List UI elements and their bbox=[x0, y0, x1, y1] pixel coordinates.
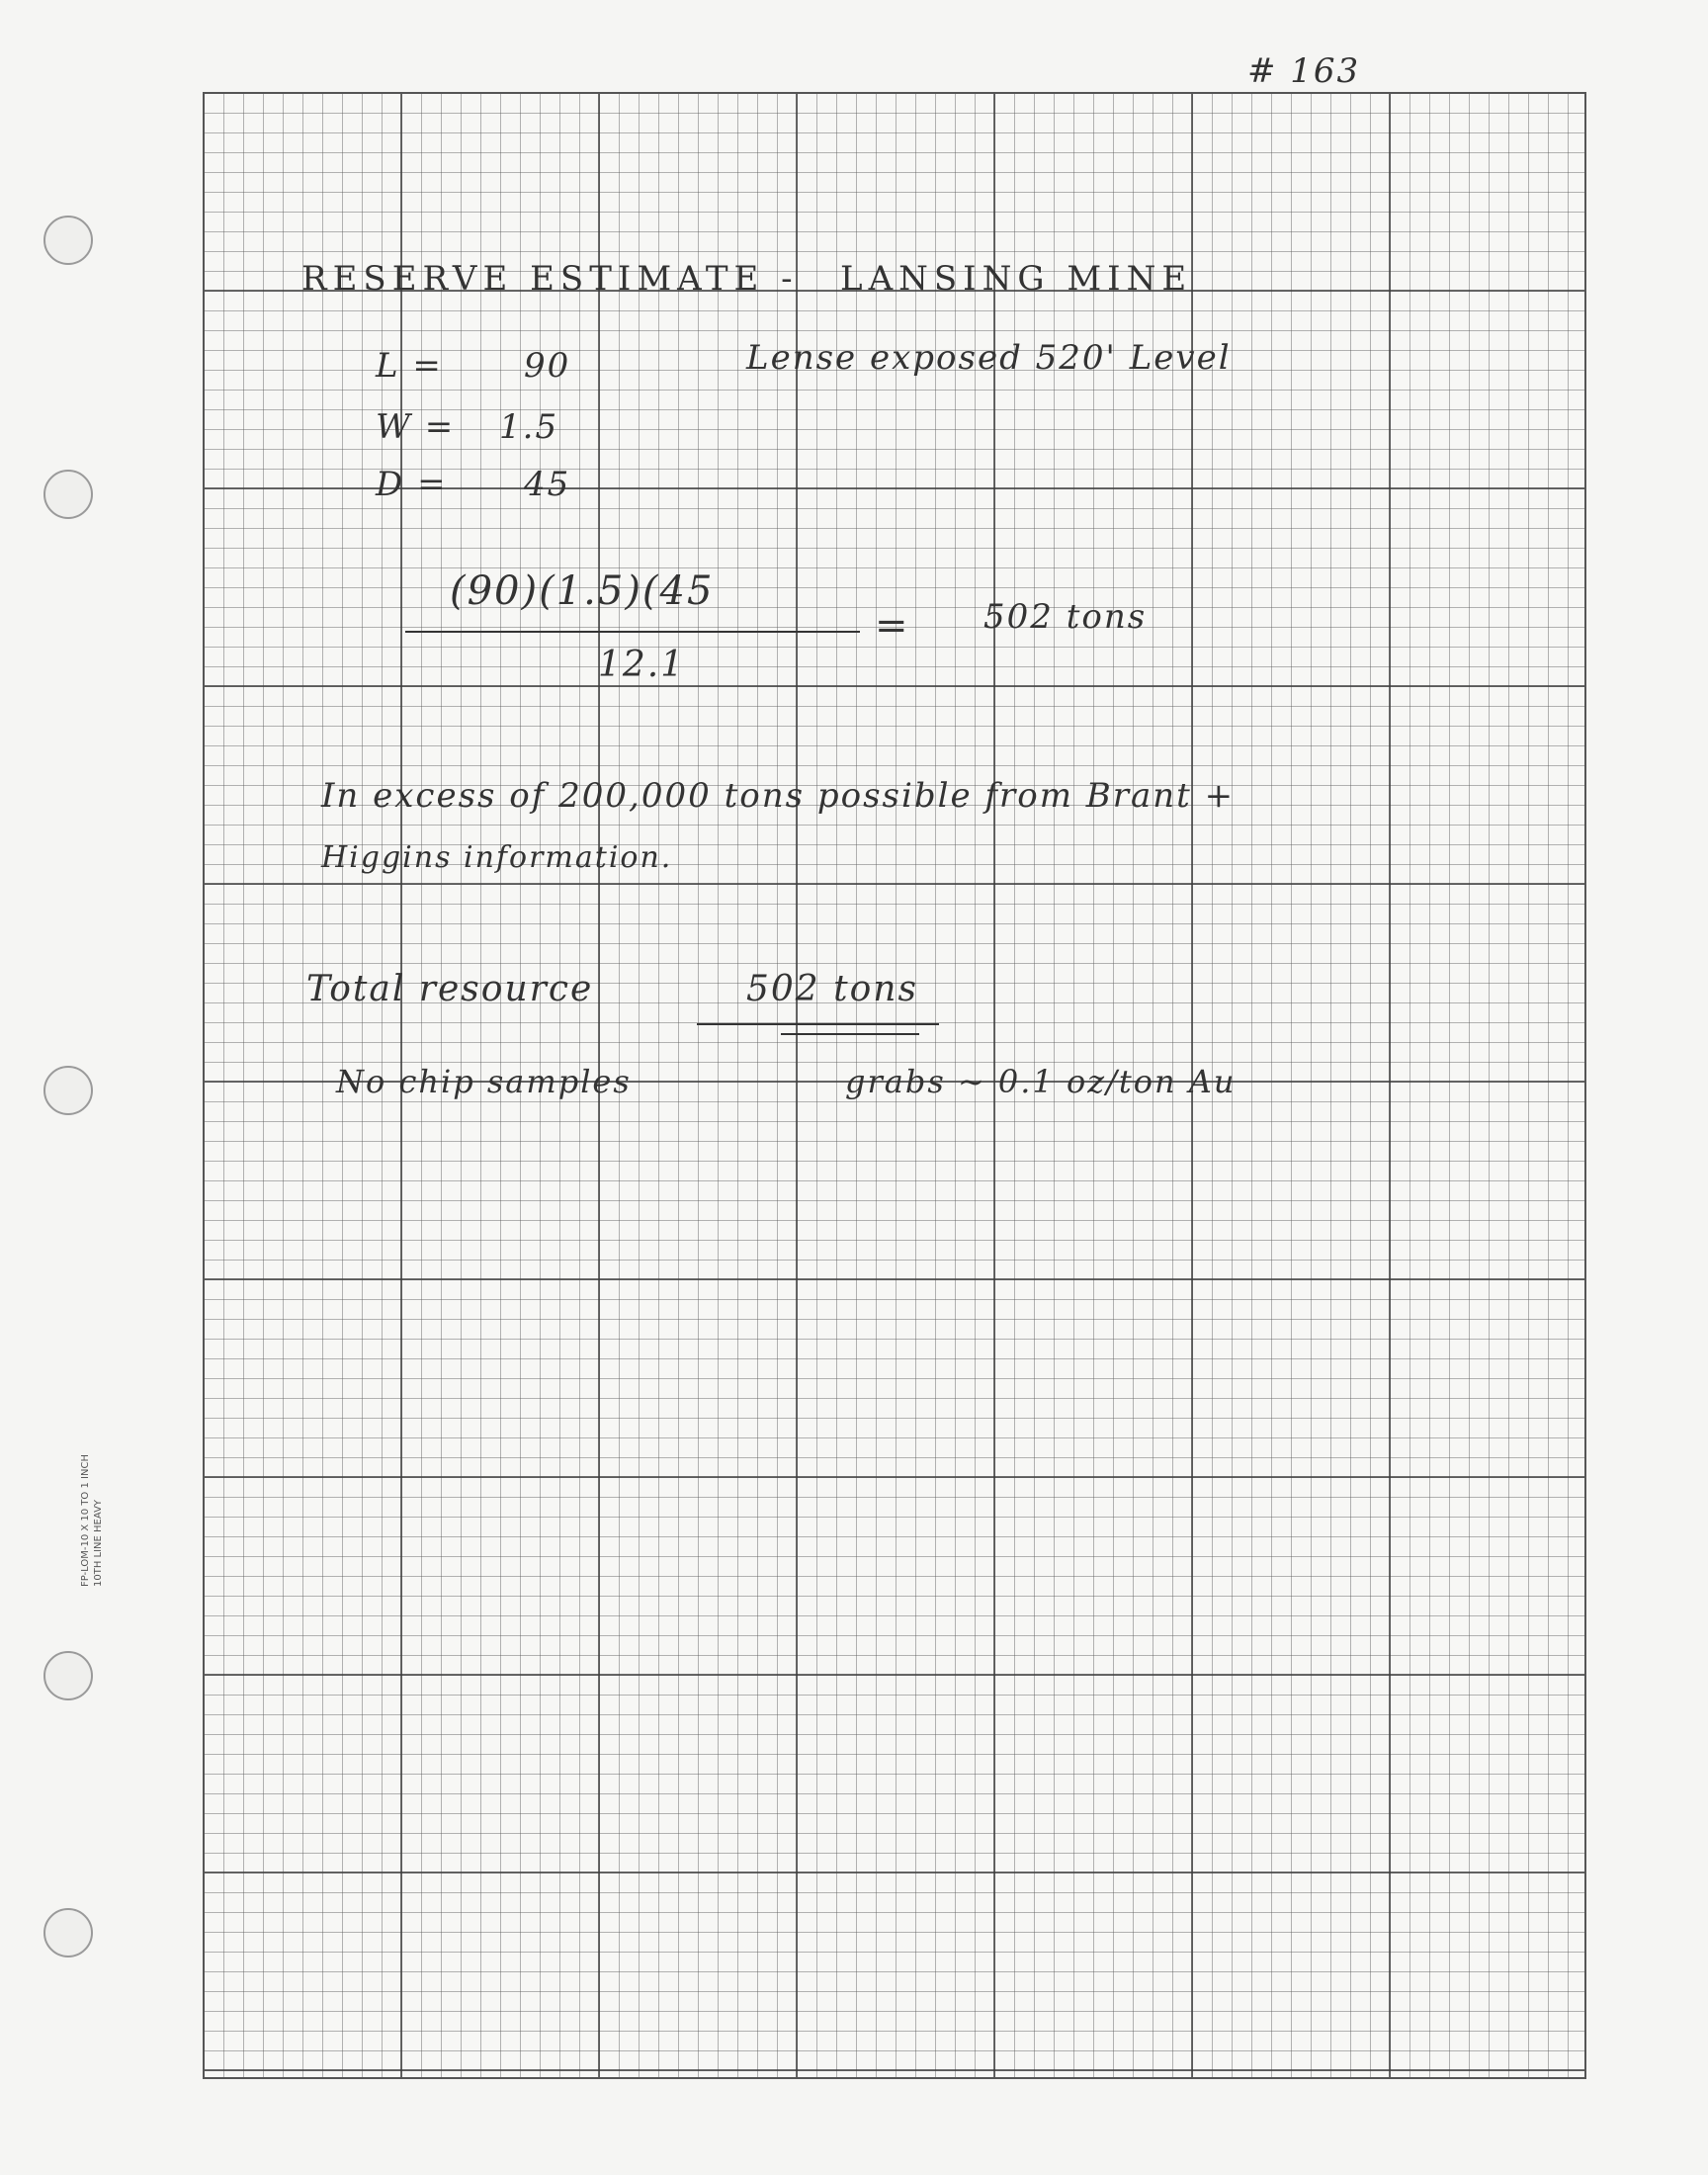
formula-result: 502 tons bbox=[983, 597, 1148, 637]
fraction-bar bbox=[405, 631, 860, 633]
samples-left: No chip samples bbox=[336, 1063, 632, 1100]
dim-value-d: 45 bbox=[524, 465, 571, 504]
binder-hole bbox=[43, 470, 93, 519]
binder-hole bbox=[43, 1908, 93, 1958]
total-value: 502 tons bbox=[746, 969, 918, 1009]
formula-denominator: 12.1 bbox=[598, 645, 686, 685]
total-underline-double bbox=[781, 1033, 919, 1035]
page-number: # 163 bbox=[1247, 51, 1361, 91]
dim-value-l: 90 bbox=[524, 346, 571, 386]
binder-hole bbox=[43, 1066, 93, 1115]
note-line-2: Higgins information. bbox=[321, 840, 673, 875]
title-right: LANSING MINE bbox=[840, 259, 1193, 299]
paper-spec-line-2: 10TH LINE HEAVY bbox=[93, 1499, 104, 1587]
formula-equals: = bbox=[875, 603, 910, 649]
dim-label-w: W = bbox=[376, 407, 456, 447]
title-left: RESERVE ESTIMATE - bbox=[301, 259, 799, 299]
binder-hole bbox=[43, 216, 93, 265]
dim-label-d: D = bbox=[376, 465, 448, 504]
dim-label-l: L = bbox=[376, 346, 443, 386]
paper-spec-label bbox=[79, 1454, 105, 1587]
note-line-1: In excess of 200,000 tons possible from Brant + bbox=[321, 776, 1236, 816]
formula-numerator: (90)(1.5)(45 bbox=[450, 568, 715, 614]
binder-hole bbox=[43, 1651, 93, 1700]
samples-right: grabs ~ 0.1 oz/ton Au bbox=[845, 1063, 1237, 1100]
lense-note: Lense exposed 520' Level bbox=[746, 338, 1232, 378]
total-underline bbox=[697, 1023, 939, 1025]
dim-value-w: 1.5 bbox=[499, 407, 559, 447]
paper-spec-line-1: FP-LOM-10 X 10 TO 1 INCH bbox=[80, 1454, 91, 1587]
total-label: Total resource bbox=[306, 969, 594, 1009]
